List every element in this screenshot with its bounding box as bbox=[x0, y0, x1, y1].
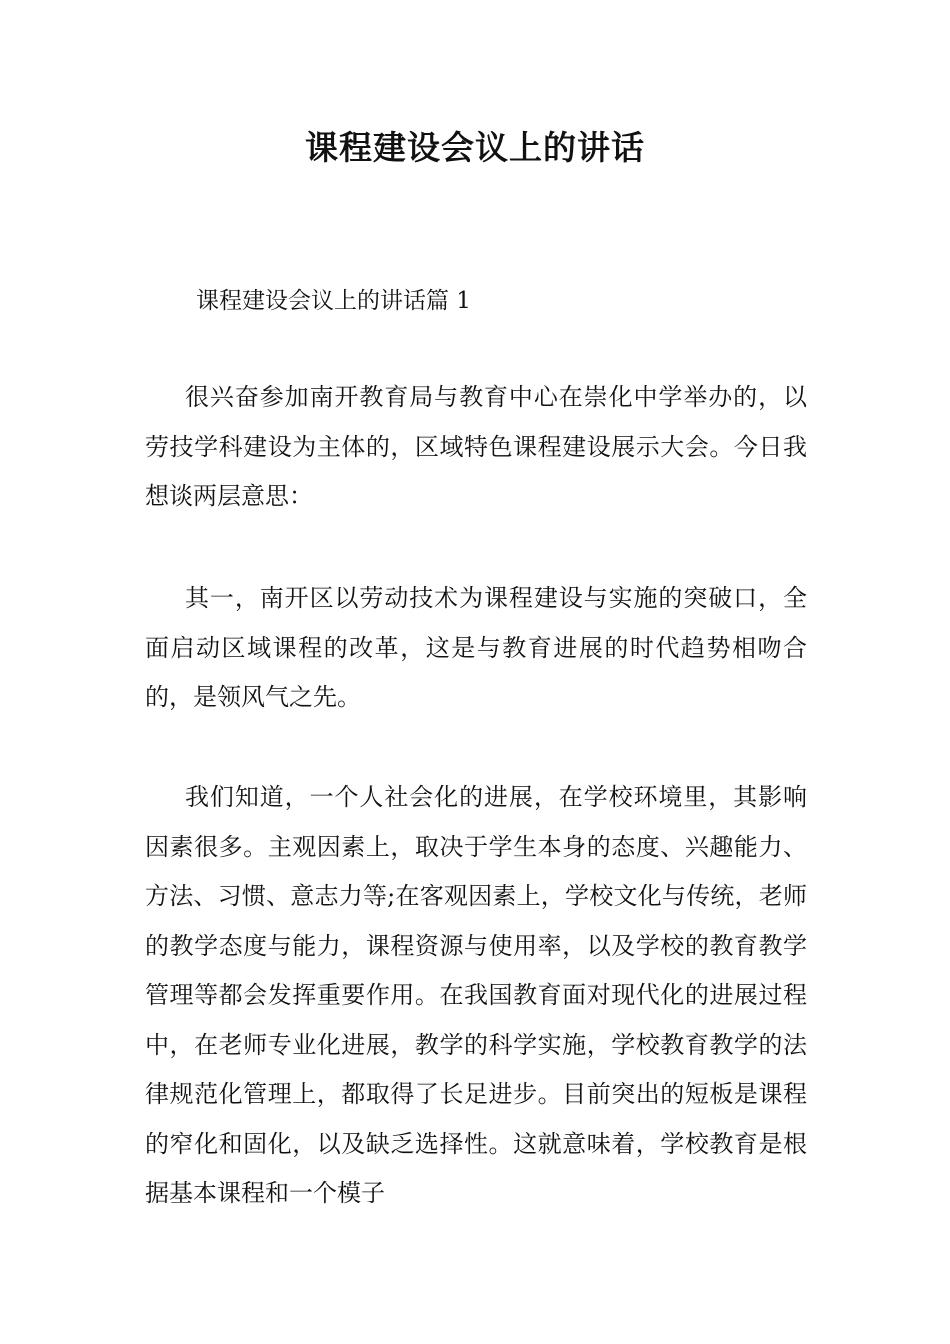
paragraph-3: 我们知道，一个人社会化的进展，在学校环境里，其影响因素很多。主观因素上，取决于学生本身的态度、兴趣能力、方法、习惯、意志力等;在客观因素上，学校文化与传统，老师的教学态度与能力，课程资源与使用率，以及学校的教育教学管理等都会发挥重要作用。在我国教育面对现代化的进展过程中，在老师专业化进展，教学的科学实施，学校教育教学的法律规范化管理上，都取得了长足进步。目前突出的短板是课程的窄化和固化，以及缺乏选择性。这就意味着，学校教育是根据基本课程和一个模子 bbox=[145, 783, 807, 1207]
document-subtitle: 课程建设会议上的讲话篇 1 bbox=[196, 288, 471, 314]
document-title: 课程建设会议上的讲话 bbox=[305, 128, 645, 167]
paragraph-1: 很兴奋参加南开教育局与教育中心在崇化中学举办的，以劳技学科建设为主体的，区域特色课程建设展示大会。今日我想谈两层意思： bbox=[145, 383, 807, 510]
paragraph-2: 其一，南开区以劳动技术为课程建设与实施的突破口，全面启动区域课程的改革，这是与教育进展的时代趋势相吻合的，是领风气之先。 bbox=[145, 584, 807, 711]
